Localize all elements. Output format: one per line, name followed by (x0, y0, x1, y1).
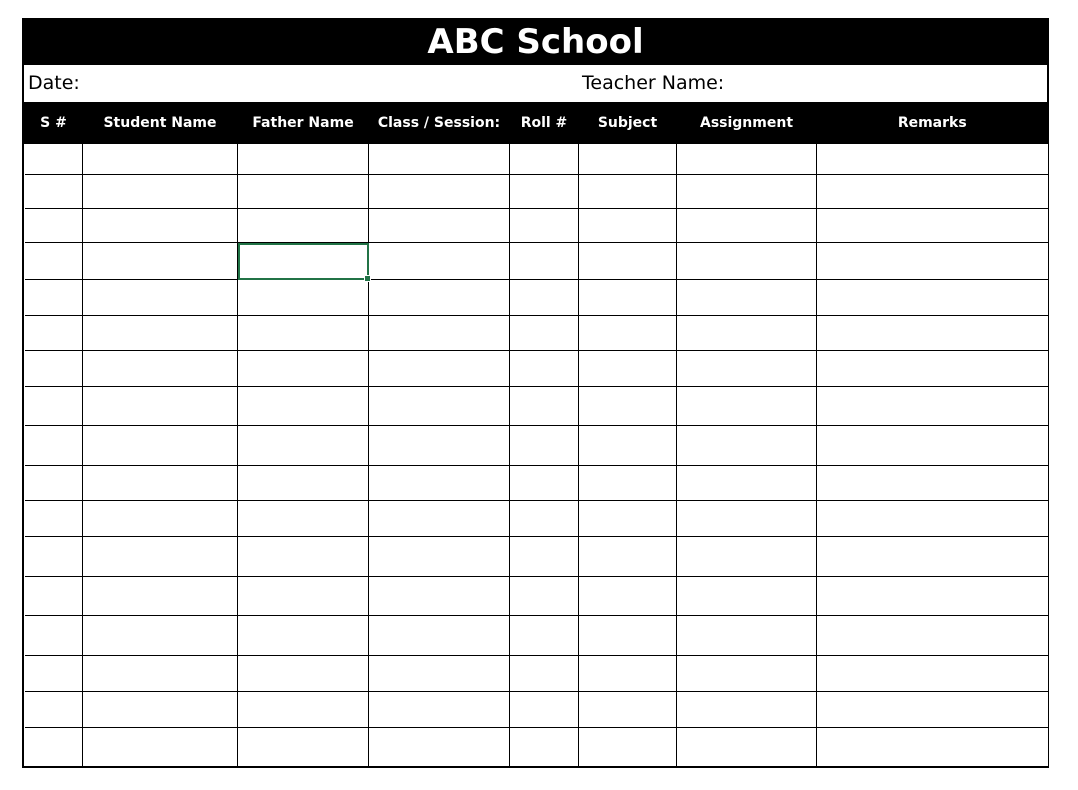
cell-remarks[interactable] (817, 616, 1048, 656)
cell-serial-number[interactable] (25, 316, 83, 351)
cell-roll-number[interactable] (510, 144, 579, 175)
cell-assignment[interactable] (677, 728, 817, 767)
cell-assignment[interactable] (677, 280, 817, 316)
cell-remarks[interactable] (817, 243, 1048, 280)
cell-roll-number[interactable] (510, 243, 579, 280)
cell-subject[interactable] (579, 144, 677, 175)
cell-father-name[interactable] (238, 387, 369, 426)
cell-class-session[interactable] (369, 466, 510, 501)
cell-assignment[interactable] (677, 243, 817, 280)
cell-serial-number[interactable] (25, 144, 83, 175)
cell-assignment[interactable] (677, 175, 817, 209)
cell-father-name[interactable] (238, 316, 369, 351)
cell-roll-number[interactable] (510, 501, 579, 537)
cell-serial-number[interactable] (25, 466, 83, 501)
cell-roll-number[interactable] (510, 656, 579, 692)
cell-remarks[interactable] (817, 316, 1048, 351)
cell-student-name[interactable] (83, 351, 238, 387)
cell-remarks[interactable] (817, 280, 1048, 316)
cell-father-name[interactable] (238, 616, 369, 656)
cell-student-name[interactable] (83, 387, 238, 426)
cell-serial-number[interactable] (25, 175, 83, 209)
cell-assignment[interactable] (677, 144, 817, 175)
table-row (25, 656, 1048, 692)
table-row (25, 316, 1048, 351)
cell-serial-number[interactable] (25, 387, 83, 426)
table-row (25, 616, 1048, 656)
cell-assignment[interactable] (677, 692, 817, 728)
table-row (25, 144, 1048, 175)
cell-remarks[interactable] (817, 466, 1048, 501)
cell-remarks[interactable] (817, 144, 1048, 175)
cell-subject[interactable] (579, 728, 677, 767)
cell-subject[interactable] (579, 243, 677, 280)
cell-student-name[interactable] (83, 466, 238, 501)
cell-assignment[interactable] (677, 501, 817, 537)
cell-class-session[interactable] (369, 387, 510, 426)
cell-student-name[interactable] (83, 280, 238, 316)
info-row (24, 65, 1047, 103)
cell-subject[interactable] (579, 616, 677, 656)
table-row (25, 577, 1048, 616)
cell-class-session[interactable] (369, 316, 510, 351)
cell-remarks[interactable] (817, 209, 1048, 243)
cell-roll-number[interactable] (510, 209, 579, 243)
cell-father-name[interactable] (238, 243, 369, 280)
cell-serial-number[interactable] (25, 280, 83, 316)
cell-serial-number[interactable] (25, 728, 83, 767)
cell-class-session[interactable] (369, 280, 510, 316)
cell-student-name[interactable] (83, 692, 238, 728)
cell-class-session[interactable] (369, 616, 510, 656)
cell-serial-number[interactable] (25, 209, 83, 243)
attendance-sheet (22, 18, 1049, 768)
header-remarks[interactable]: Remarks (817, 103, 1048, 144)
table-row (25, 209, 1048, 243)
table-row (25, 175, 1048, 209)
cell-remarks[interactable] (817, 656, 1048, 692)
cell-roll-number[interactable] (510, 426, 579, 466)
cell-assignment[interactable] (677, 656, 817, 692)
header-row (25, 103, 1048, 144)
table-row (25, 728, 1048, 767)
cell-subject[interactable] (579, 692, 677, 728)
header-student-name[interactable]: Student Name (83, 103, 238, 144)
cell-father-name[interactable] (238, 426, 369, 466)
cell-student-name[interactable] (83, 243, 238, 280)
cell-serial-number[interactable] (25, 426, 83, 466)
cell-assignment[interactable] (677, 537, 817, 577)
cell-roll-number[interactable] (510, 692, 579, 728)
table-body (25, 144, 1048, 767)
cell-subject[interactable] (579, 387, 677, 426)
cell-assignment[interactable] (677, 577, 817, 616)
cell-remarks[interactable] (817, 692, 1048, 728)
student-table (24, 103, 1048, 766)
table-row (25, 466, 1048, 501)
header-father-name[interactable]: Father Name (238, 103, 369, 144)
cell-father-name[interactable] (238, 537, 369, 577)
cell-class-session[interactable] (369, 351, 510, 387)
cell-subject[interactable] (579, 209, 677, 243)
cell-remarks[interactable] (817, 728, 1048, 767)
cell-serial-number[interactable] (25, 692, 83, 728)
cell-father-name[interactable] (238, 692, 369, 728)
cell-roll-number[interactable] (510, 280, 579, 316)
cell-assignment[interactable] (677, 616, 817, 656)
cell-remarks[interactable] (817, 351, 1048, 387)
cell-remarks[interactable] (817, 577, 1048, 616)
cell-class-session[interactable] (369, 144, 510, 175)
cell-serial-number[interactable] (25, 351, 83, 387)
cell-subject[interactable] (579, 351, 677, 387)
table-row (25, 426, 1048, 466)
cell-remarks[interactable] (817, 175, 1048, 209)
cell-father-name[interactable] (238, 280, 369, 316)
cell-subject[interactable] (579, 316, 677, 351)
cell-roll-number[interactable] (510, 577, 579, 616)
cell-assignment[interactable] (677, 316, 817, 351)
cell-remarks[interactable] (817, 426, 1048, 466)
cell-subject[interactable] (579, 656, 677, 692)
cell-serial-number[interactable] (25, 243, 83, 280)
header-subject[interactable]: Subject (579, 103, 677, 144)
cell-subject[interactable] (579, 577, 677, 616)
cell-student-name[interactable] (83, 616, 238, 656)
cell-father-name[interactable] (238, 144, 369, 175)
cell-father-name[interactable] (238, 351, 369, 387)
cell-student-name[interactable] (83, 537, 238, 577)
table-row (25, 387, 1048, 426)
table-row (25, 537, 1048, 577)
cell-assignment[interactable] (677, 387, 817, 426)
teacher-name-label[interactable]: Teacher Name: (582, 72, 725, 94)
cell-roll-number[interactable] (510, 616, 579, 656)
cell-remarks[interactable] (817, 387, 1048, 426)
cell-roll-number[interactable] (510, 387, 579, 426)
cell-subject[interactable] (579, 280, 677, 316)
cell-assignment[interactable] (677, 351, 817, 387)
cell-assignment[interactable] (677, 466, 817, 501)
cell-class-session[interactable] (369, 243, 510, 280)
cell-student-name[interactable] (83, 728, 238, 767)
cell-student-name[interactable] (83, 144, 238, 175)
cell-class-session[interactable] (369, 537, 510, 577)
cell-serial-number[interactable] (25, 656, 83, 692)
table-row (25, 692, 1048, 728)
cell-roll-number[interactable] (510, 537, 579, 577)
cell-father-name[interactable] (238, 501, 369, 537)
cell-class-session[interactable] (369, 692, 510, 728)
cell-class-session[interactable] (369, 501, 510, 537)
cell-student-name[interactable] (83, 175, 238, 209)
cell-student-name[interactable] (83, 577, 238, 616)
cell-class-session[interactable] (369, 728, 510, 767)
cell-assignment[interactable] (677, 426, 817, 466)
header-assignment[interactable]: Assignment (677, 103, 817, 144)
cell-class-session[interactable] (369, 175, 510, 209)
cell-assignment[interactable] (677, 209, 817, 243)
cell-class-session[interactable] (369, 577, 510, 616)
cell-subject[interactable] (579, 501, 677, 537)
cell-roll-number[interactable] (510, 466, 579, 501)
cell-father-name[interactable] (238, 577, 369, 616)
cell-roll-number[interactable] (510, 351, 579, 387)
header-serial-number[interactable]: S # (25, 103, 83, 144)
cell-class-session[interactable] (369, 656, 510, 692)
cell-student-name[interactable] (83, 656, 238, 692)
cell-subject[interactable] (579, 426, 677, 466)
cell-student-name[interactable] (83, 426, 238, 466)
header-roll-number[interactable]: Roll # (510, 103, 579, 144)
cell-serial-number[interactable] (25, 577, 83, 616)
cell-student-name[interactable] (83, 316, 238, 351)
cell-class-session[interactable] (369, 426, 510, 466)
cell-roll-number[interactable] (510, 175, 579, 209)
cell-serial-number[interactable] (25, 501, 83, 537)
cell-roll-number[interactable] (510, 728, 579, 767)
table-row (25, 351, 1048, 387)
cell-serial-number[interactable] (25, 616, 83, 656)
cell-student-name[interactable] (83, 209, 238, 243)
cell-father-name[interactable] (238, 656, 369, 692)
cell-father-name[interactable] (238, 728, 369, 767)
table-row (25, 501, 1048, 537)
cell-subject[interactable] (579, 175, 677, 209)
cell-father-name[interactable] (238, 466, 369, 501)
cell-remarks[interactable] (817, 537, 1048, 577)
cell-serial-number[interactable] (25, 537, 83, 577)
cell-class-session[interactable] (369, 209, 510, 243)
date-label[interactable]: Date: (28, 72, 80, 94)
school-title[interactable]: ABC School (24, 20, 1047, 65)
cell-remarks[interactable] (817, 501, 1048, 537)
cell-father-name[interactable] (238, 209, 369, 243)
table-row (25, 243, 1048, 280)
cell-subject[interactable] (579, 466, 677, 501)
table-row (25, 280, 1048, 316)
cell-father-name[interactable] (238, 175, 369, 209)
cell-subject[interactable] (579, 537, 677, 577)
fill-handle[interactable] (364, 275, 371, 282)
cell-student-name[interactable] (83, 501, 238, 537)
header-class-session[interactable]: Class / Session: (369, 103, 510, 144)
cell-roll-number[interactable] (510, 316, 579, 351)
